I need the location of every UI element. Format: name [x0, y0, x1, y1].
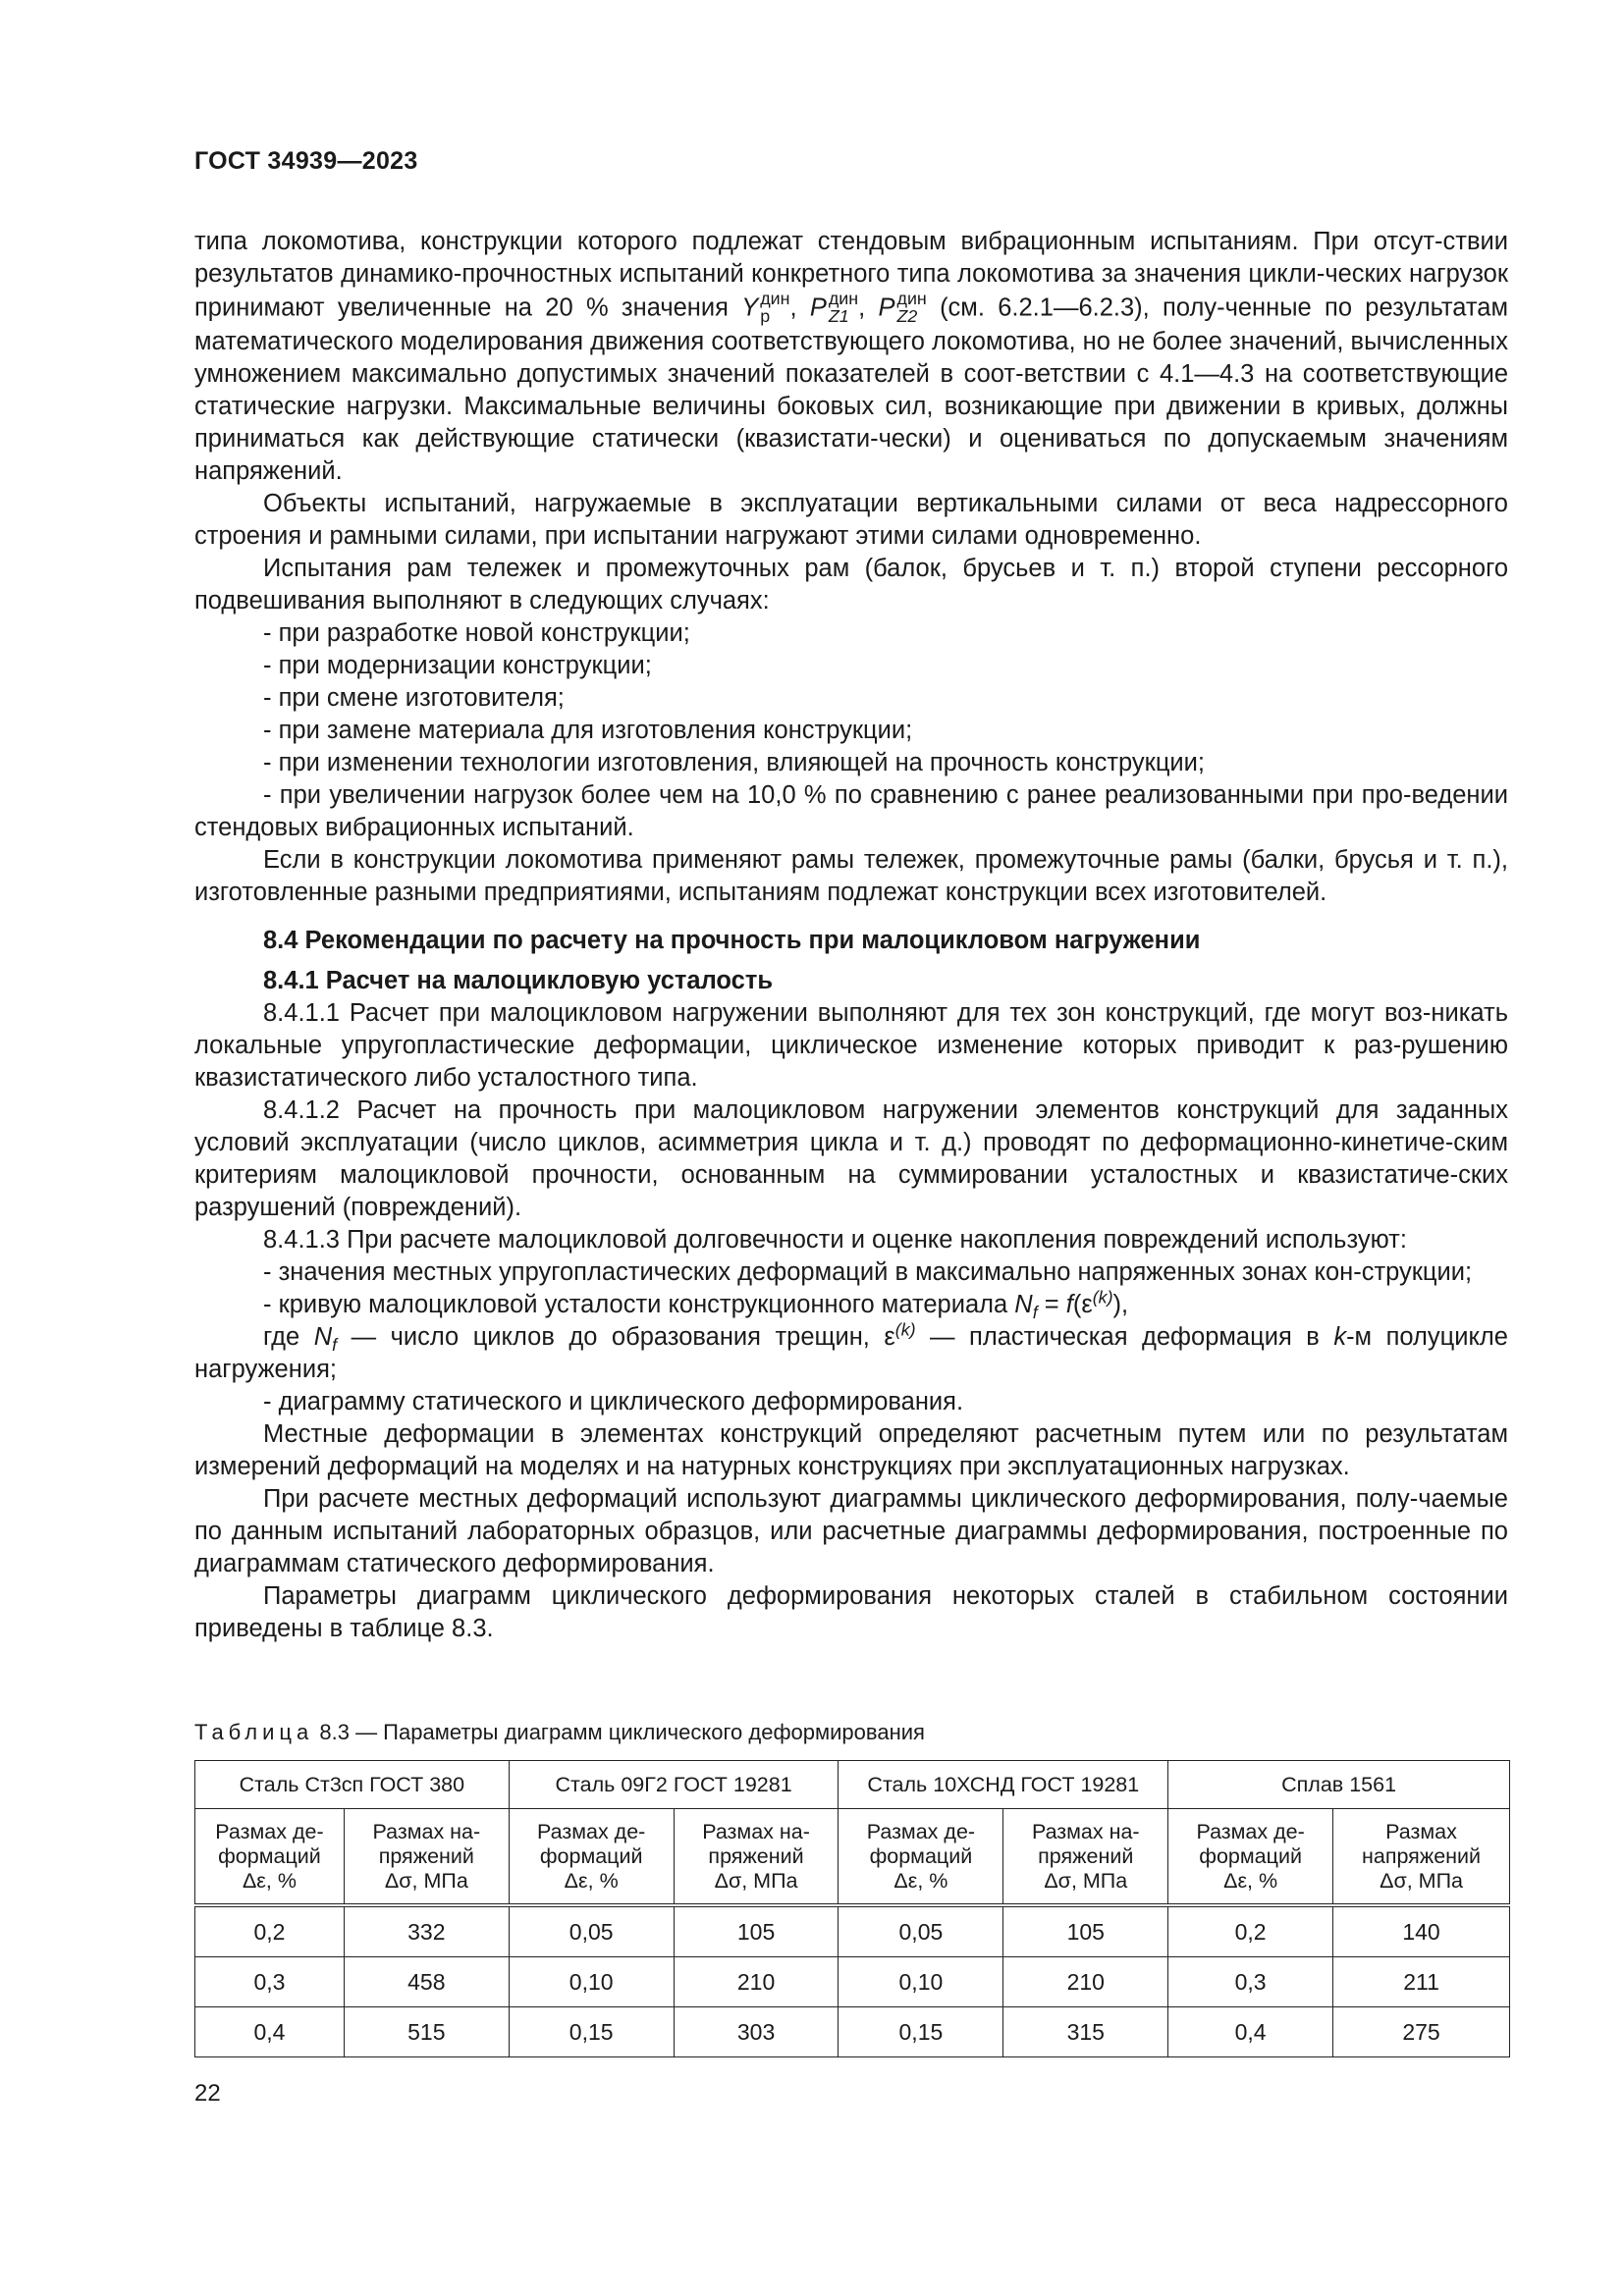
- table-cell: 0,4: [1168, 2007, 1333, 2057]
- formula-index: дин Z2: [896, 289, 927, 326]
- document-body: [194, 226, 1508, 1645]
- list-item: - при модернизации конструкции;: [263, 651, 652, 679]
- paragraph: Объекты испытаний, нагружаемые в эксплуатации вертикальными силами от веса надрессорного строения и рамными силами, при испытании нагружают этими силами одновременно.: [194, 489, 1508, 550]
- table-cell: 0,2: [195, 1905, 345, 1957]
- table-cell: 0,10: [509, 1957, 674, 2007]
- table-cell: 0,15: [509, 2007, 674, 2057]
- table-column-header: Размах напряжений Δσ, МПа: [1333, 1809, 1510, 1906]
- paragraph: 8.4.1.1 Расчет при малоцикловом нагружении выполняют для тех зон конструкций, где могут воз-никать локальные упругопластические деформации, циклическое изменение которых приводит к раз-рушению квазистатического либо усталостного типа.: [194, 998, 1508, 1092]
- table-cell: 210: [674, 1957, 839, 2007]
- table-cell: 140: [1333, 1905, 1510, 1957]
- list-item: - кривую малоцикловой усталости конструкционного материала $N_f = f(\varepsilon^{(k)})$,: [263, 1287, 1129, 1322]
- list-item: - при увеличении нагрузок более чем на 10,0 % по сравнению с ранее реализованными при про-ведении стендовых вибрационных испытаний.: [194, 780, 1508, 841]
- paragraph: где $N_f$ — число циклов до образования трещин, $\varepsilon^{(k)}$ — пластическая деформация в k-м полуцикле нагружения;: [194, 1319, 1508, 1383]
- table-cell: 0,3: [195, 1957, 345, 2007]
- table-row: [195, 2007, 1510, 2057]
- paragraph: Испытания рам тележек и промежуточных рам (балок, брусьев и т. п.) второй ступени рессорного подвешивания выполняют в следующих случаях:: [194, 554, 1508, 614]
- list-item: - диаграмму статического и циклического деформирования.: [263, 1387, 964, 1415]
- section-heading: 8.4 Рекомендации по расчету на прочность при малоцикловом нагружении: [263, 926, 1201, 954]
- table-cell: 211: [1333, 1957, 1510, 2007]
- table-cell: 0,4: [195, 2007, 345, 2057]
- table-column-header: Размах де- формаций Δε, %: [195, 1809, 345, 1906]
- list-item: - при разработке новой конструкции;: [263, 618, 690, 647]
- data-table: [194, 1760, 1510, 2057]
- table-column-header: Размах на- пряжений Δσ, МПа: [1003, 1809, 1168, 1906]
- list-item: - при изменении технологии изготовления, влияющей на прочность конструкции;: [263, 748, 1206, 776]
- table-row: [195, 1957, 1510, 2007]
- table-cell: 105: [674, 1905, 839, 1957]
- paragraph: 8.4.1.2 Расчет на прочность при малоцикловом нагружении элементов конструкций для заданных условий эксплуатации (число циклов, асимметрия цикла и т. д.) проводят по деформационно-кинетиче-ским критериям малоцикловой прочности, основанным на суммировании усталостных и квазистатиче-ских разрушений (повреждений).: [194, 1095, 1508, 1221]
- table-cell: 0,3: [1168, 1957, 1333, 2007]
- paragraph: 8.4.1.3 При расчете малоцикловой долговечности и оценке накопления повреждений используют:: [263, 1225, 1407, 1254]
- paragraph: типа локомотива, конструкции которого подлежат стендовым вибрационным испытаниям. При отсут-ствии результатов динамико-прочностных испытаний конкретного типа локомотива за значения цикли-ческих нагрузок принимают увеличенные на 20 % значения Y дин p , P дин Z1 , P дин Z2 (см. 6.2.1—6.2.3), полу-ченные по результатам математического моделирования движения соответствующего локомотива, но не более значений, вычисленных умножением максимально допустимых значений показателей в соот-ветствии с 4.1—4.3 на соответствующие статические нагрузки. Максимальные величины боковых сил, возникающие при движении в кривых, должны приниматься как действующие статически (квазистати-чески) и оцениваться по допускаемым значениям напряжений.: [194, 228, 1509, 485]
- table-column-header: Размах де- формаций Δε, %: [1168, 1809, 1333, 1906]
- page-number: 22: [194, 2080, 221, 2107]
- table-caption: Таблица 8.3 — Параметры диаграмм циклического деформирования: [194, 1720, 925, 1744]
- paragraph: Местные деформации в элементах конструкций определяют расчетным путем или по результатам измерений деформаций на моделях и на натурных конструкциях при эксплуатационных нагрузках.: [194, 1419, 1508, 1480]
- table-cell: 303: [674, 2007, 839, 2057]
- table-cell: 515: [344, 2007, 509, 2057]
- table-cell: 332: [344, 1905, 509, 1957]
- table-row: [195, 1905, 1510, 1957]
- formula-index: дин Z1: [828, 289, 859, 326]
- table-group-header: Сталь Ст3сп ГОСТ 380: [195, 1761, 510, 1809]
- formula-index: дин p: [760, 289, 790, 326]
- list-item: - значения местных упругопластических деформаций в максимально напряженных зонах кон-струкции;: [263, 1257, 1473, 1286]
- table-cell: 315: [1003, 2007, 1168, 2057]
- table-cell: 210: [1003, 1957, 1168, 2007]
- table-column-header: Размах на- пряжений Δσ, МПа: [344, 1809, 509, 1906]
- table-cell: 0,05: [839, 1905, 1003, 1957]
- list-item: - при замене материала для изготовления конструкции;: [263, 716, 913, 744]
- paragraph: Параметры диаграмм циклического деформирования некоторых сталей в стабильном состоянии приведены в таблице 8.3.: [194, 1581, 1508, 1642]
- table-group-header: Сталь 10ХСНД ГОСТ 19281: [839, 1761, 1168, 1809]
- table-cell: 458: [344, 1957, 509, 2007]
- list-item: - при смене изготовителя;: [263, 683, 565, 712]
- paragraph: При расчете местных деформаций используют диаграммы циклического деформирования, полу-чаемые по данным испытаний лабораторных образцов, или расчетные диаграммы деформирования, построенные по диаграммам статического деформирования.: [194, 1484, 1508, 1577]
- table-cell: 0,05: [509, 1905, 674, 1957]
- table-cell: 275: [1333, 2007, 1510, 2057]
- table-group-header: Сталь 09Г2 ГОСТ 19281: [509, 1761, 839, 1809]
- table-cell: 0,2: [1168, 1905, 1333, 1957]
- document-header: ГОСТ 34939—2023: [194, 147, 418, 175]
- table-column-header: Размах де- формаций Δε, %: [509, 1809, 674, 1906]
- table-cell: 105: [1003, 1905, 1168, 1957]
- table-column-header: Размах де- формаций Δε, %: [839, 1809, 1003, 1906]
- subsection-heading: 8.4.1 Расчет на малоцикловую усталость: [263, 966, 774, 994]
- table-group-header: Сплав 1561: [1168, 1761, 1510, 1809]
- table-cell: 0,10: [839, 1957, 1003, 2007]
- table-column-header: Размах на- пряжений Δσ, МПа: [674, 1809, 839, 1906]
- paragraph: Если в конструкции локомотива применяют рамы тележек, промежуточные рамы (балки, брусья и т. п.), изготовленные разными предприятиями, испытаниям подлежат конструкции всех изготовителей.: [194, 845, 1508, 906]
- table-cell: 0,15: [839, 2007, 1003, 2057]
